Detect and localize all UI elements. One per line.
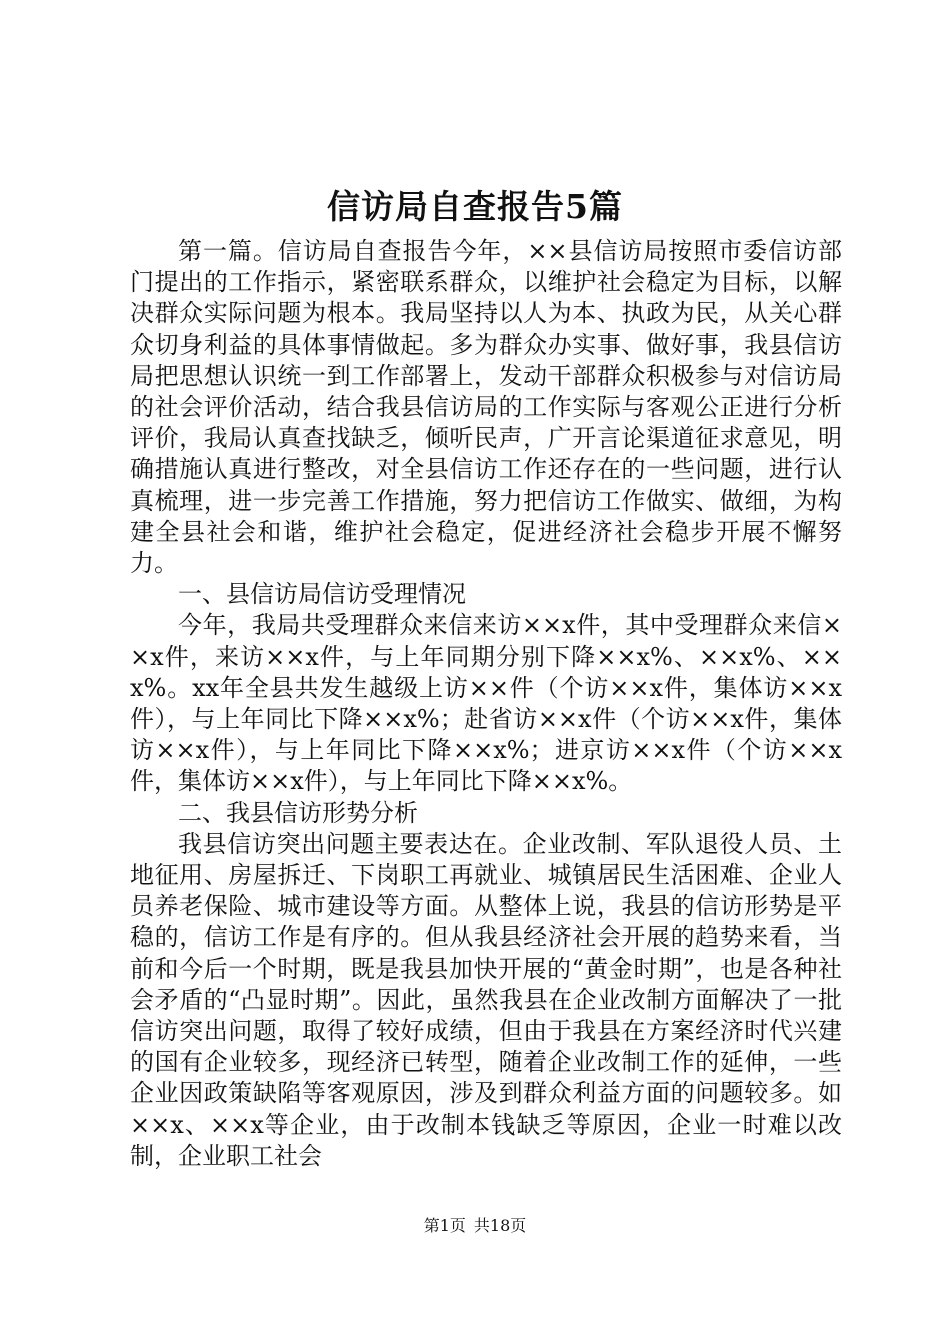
intro-paragraph: 第一篇。信访局自查报告今年，××县信访局按照市委信访部门提出的工作指示，紧密联系群众，以维护社会稳定为目标，以解决群众实际问题为根本。我局坚持以人为本、执政为民，从关心群众切身利益的具体事情做起。多为群众办实事、做好事，我县信访局把思想认识统一到工作部署上，发动干部群众积极参与对信访局的社会评价活动，结合我县信访局的工作实际与客观公正进行分析评价，我局认真查找缺乏，倾听民声，广开言论渠道征求意见，明确措施认真进行整改，对全县信访工作还存在的一些问题，进行认真梳理，进一步完善工作措施，努力把信访工作做实、做细，为构建全县社会和谐，维护社会稳定，促进经济社会稳步开展不懈努力。 xyxy=(130,237,842,578)
section-1-heading: 一、县信访局信访受理情况 xyxy=(178,580,466,609)
section-2-paragraph: 我县信访突出问题主要表达在。企业改制、军队退役人员、土地征用、房屋拆迁、下岗职工再就业、城镇居民生活困难、企业人员养老保险、城市建设等方面。从整体上说，我县的信访形势是平稳的，信访工作是有序的。但从我县经济社会开展的趋势来看，当前和今后一个时期，既是我县加快开展的“黄金时期”，也是各种社会矛盾的“凸显时期”。因此，虽然我县在企业改制方面解决了一批信访突出问题，取得了较好成绩，但由于我县在方案经济时代兴建的国有企业较多，现经济已转型，随着企业改制工作的延伸，一些企业因政策缺陷等客观原因，涉及到群众利益方面的问题较多。如××x、××x等企业，由于改制本钱缺乏等原因，企业一时难以改制，企业职工社会 xyxy=(130,829,842,1170)
page-footer xyxy=(0,1215,950,1237)
page-number: 第1页 xyxy=(423,1216,466,1235)
section-2-heading: 二、我县信访形势分析 xyxy=(178,798,418,827)
document-body xyxy=(130,236,842,1172)
section-1-paragraph: 今年，我局共受理群众来信来访××x件，其中受理群众来信××x件，来访××x件，与上年同期分别下降××x%、××x%、××x%。xx年全县共发生越级上访××件（个访××x件，集体访××x件），与上年同比下降××x%；赴省访××x件（个访××x件，集体访××x件），与上年同比下降××x%；进京访××x件（个访××x件，集体访××x件），与上年同比下降××x%。 xyxy=(130,611,842,796)
document-title: 信访局自查报告5篇 xyxy=(327,187,623,226)
page-total: 共18页 xyxy=(473,1216,527,1235)
